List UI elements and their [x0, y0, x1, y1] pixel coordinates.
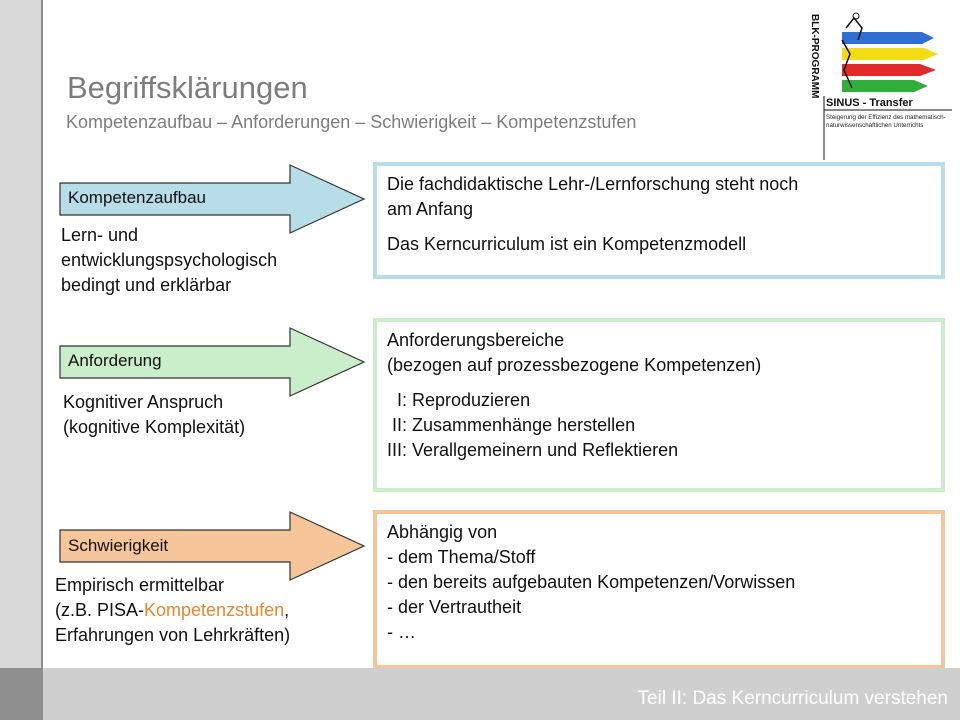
info-box-anforderung: Anforderungsbereiche (bezogen auf prozessbezogene Kompetenzen) I: Reproduzieren II: Zusammenhänge herstellen III: Verallgemeinern und Reflektieren: [373, 318, 945, 492]
page-title: Begriffsklärungen: [67, 70, 308, 105]
pencils-icon: [842, 13, 938, 92]
highlight-kompetenzstufen: Kompetenzstufen: [144, 600, 285, 620]
side-text-schwierigkeit: Empirisch ermittelbar (z.B. PISA-Kompetenzstufen, Erfahrungen von Lehrkräften): [55, 575, 291, 645]
left-divider-line: [41, 0, 43, 720]
row-label-schwierigkeit: Schwierigkeit: [68, 536, 169, 555]
footer-text: Teil II: Das Kerncurriculum verstehen: [637, 688, 948, 709]
left-sidebar-strip: [0, 0, 41, 720]
row-label-anforderung: Anforderung: [68, 351, 162, 370]
sinus-pencils-logo: [802, 10, 954, 160]
logo-vertical-text: BLK-PROGRAMM: [809, 14, 820, 99]
footer-corner-block: [0, 668, 41, 720]
row-label-kompetenzaufbau: Kompetenzaufbau: [68, 188, 206, 207]
side-text-anforderung: Kognitiver Anspruch (kognitive Komplexität): [63, 392, 246, 437]
logo-description: Steigerung der Effizienz des mathematisch-naturwissenschaftlichen Unterrichts: [826, 114, 946, 129]
info-box-kompetenzaufbau: Die fachdidaktische Lehr-/Lernforschung steht noch am Anfang Das Kerncurriculum ist ein Kompetenzmodell: [373, 162, 945, 279]
logo-brand: SINUS - Transfer: [826, 97, 913, 109]
page-subtitle: Kompetenzaufbau – Anforderungen – Schwierigkeit – Kompetenzstufen: [66, 112, 637, 132]
info-box-schwierigkeit: Abhängig von - dem Thema/Stoff - den bereits aufgebauten Kompetenzen/Vorwissen - der Vertrautheit - …: [373, 510, 945, 669]
side-text-kompetenzaufbau: Lern- und entwicklungspsychologisch bedingt und erklärbar: [61, 225, 278, 295]
